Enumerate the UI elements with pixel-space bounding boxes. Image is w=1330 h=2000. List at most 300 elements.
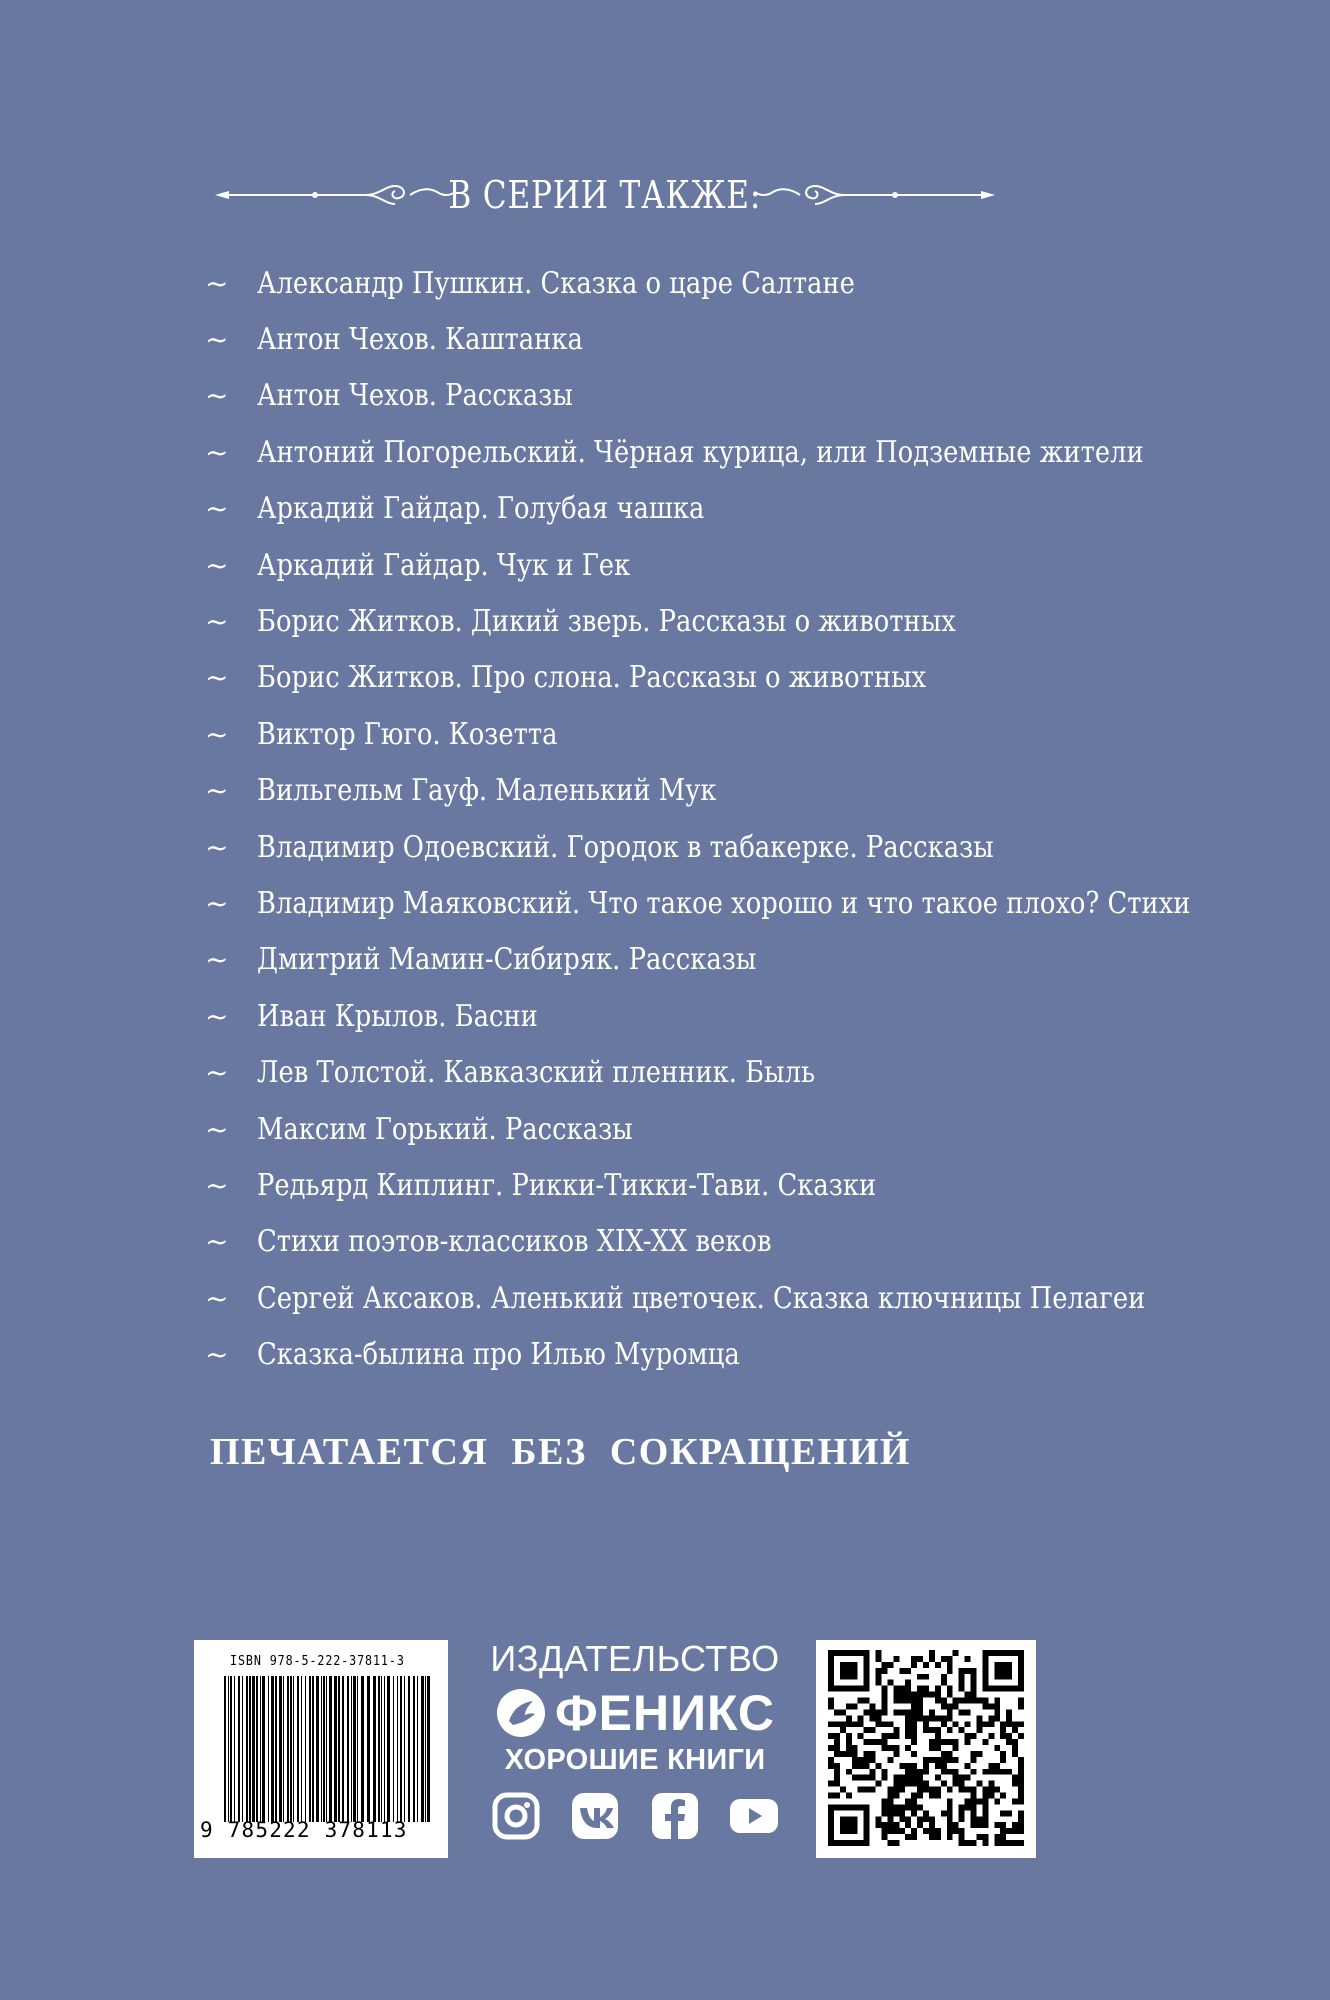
book-title: Сказка-былина про Илью Муромца	[257, 1337, 740, 1373]
qr-code[interactable]	[816, 1640, 1036, 1858]
qr-module	[959, 1686, 965, 1692]
qr-module	[965, 1733, 971, 1739]
facebook-icon[interactable]	[650, 1791, 700, 1841]
qr-module	[893, 1656, 899, 1662]
qr-module	[965, 1656, 971, 1662]
qr-module	[923, 1715, 929, 1721]
qr-module	[876, 1781, 882, 1787]
qr-module	[953, 1698, 959, 1704]
qr-module	[917, 1769, 923, 1775]
qr-module	[1012, 1751, 1018, 1757]
barcode-bar	[397, 1676, 398, 1822]
barcode-bar	[338, 1676, 340, 1822]
book-title: Александр Пушкин. Сказка о царе Салтане	[257, 265, 855, 301]
qr-module	[947, 1787, 953, 1793]
qr-module	[858, 1787, 864, 1793]
qr-module	[846, 1733, 852, 1739]
qr-module	[840, 1787, 846, 1793]
barcode-bar	[384, 1676, 385, 1822]
barcode-bar	[323, 1676, 325, 1822]
list-item	[205, 368, 1205, 424]
qr-module	[947, 1686, 953, 1692]
qr-module	[870, 1709, 876, 1715]
qr-module	[881, 1775, 887, 1781]
qr-module	[941, 1680, 947, 1686]
qr-module	[947, 1757, 953, 1763]
instagram-icon[interactable]	[491, 1791, 541, 1841]
qr-module	[899, 1781, 905, 1787]
qr-module	[1012, 1721, 1018, 1727]
qr-module	[858, 1757, 864, 1763]
qr-module	[905, 1763, 911, 1769]
list-marker: ~	[205, 435, 229, 469]
publisher-name: ФЕНИКС	[554, 1685, 776, 1741]
qr-module	[965, 1763, 971, 1769]
unabridged-notice: ПЕЧАТАЕТСЯ БЕЗ СОКРАЩЕНИЙ	[210, 1431, 911, 1473]
qr-module	[911, 1804, 917, 1810]
qr-module	[947, 1715, 953, 1721]
qr-module	[982, 1698, 988, 1704]
qr-module	[941, 1757, 947, 1763]
qr-module	[929, 1787, 935, 1793]
qr-module	[887, 1810, 893, 1816]
qr-module	[935, 1828, 941, 1834]
qr-module	[881, 1698, 887, 1704]
list-item	[205, 311, 1205, 367]
qr-module	[947, 1751, 953, 1757]
qr-module	[911, 1834, 917, 1840]
book-title: Владимир Одоевский. Городок в табакерке. Рассказы	[257, 829, 994, 865]
qr-module	[982, 1769, 988, 1775]
qr-module	[935, 1745, 941, 1751]
qr-module	[941, 1769, 947, 1775]
qr-module	[923, 1686, 929, 1692]
qr-code-pattern	[828, 1650, 1024, 1846]
qr-module	[887, 1787, 893, 1793]
qr-module	[923, 1662, 929, 1668]
book-title: Владимир Маяковский. Что такое хорошо и что такое плохо? Стихи	[257, 885, 1191, 921]
qr-module	[941, 1810, 947, 1816]
qr-module	[858, 1721, 864, 1727]
qr-module	[982, 1804, 988, 1810]
qr-module	[1000, 1769, 1006, 1775]
qr-module	[1000, 1733, 1006, 1739]
qr-module	[864, 1739, 870, 1745]
youtube-icon[interactable]	[729, 1791, 779, 1841]
qr-module	[911, 1721, 917, 1727]
qr-module	[941, 1739, 947, 1745]
qr-module	[893, 1698, 899, 1704]
qr-module	[965, 1804, 971, 1810]
qr-module	[834, 1763, 840, 1769]
book-title: Антон Чехов. Рассказы	[257, 378, 573, 414]
qr-module	[923, 1810, 929, 1816]
barcode-bar	[271, 1676, 274, 1822]
qr-module	[911, 1781, 917, 1787]
barcode-bar	[242, 1676, 243, 1822]
qr-module	[834, 1793, 840, 1799]
qr-module	[905, 1798, 911, 1804]
qr-module	[959, 1781, 965, 1787]
qr-module	[828, 1763, 834, 1769]
qr-module	[1000, 1751, 1006, 1757]
qr-module	[858, 1733, 864, 1739]
list-marker: ~	[205, 1225, 229, 1259]
qr-module	[1012, 1745, 1018, 1751]
list-item	[205, 932, 1205, 988]
qr-module	[959, 1834, 965, 1840]
qr-module	[887, 1680, 893, 1686]
list-item	[205, 1326, 1205, 1382]
qr-module	[935, 1757, 941, 1763]
publisher-label: ИЗДАТЕЛЬСТВО	[490, 1638, 780, 1679]
qr-module	[840, 1751, 846, 1757]
qr-module	[917, 1656, 923, 1662]
qr-module	[911, 1715, 917, 1721]
barcode-bar	[316, 1676, 319, 1822]
qr-module	[852, 1757, 858, 1763]
qr-module	[1000, 1721, 1006, 1727]
qr-module	[923, 1757, 929, 1763]
qr-module	[858, 1698, 864, 1704]
barcode-bar	[275, 1676, 277, 1822]
barcode-bar	[373, 1676, 376, 1822]
qr-module	[893, 1733, 899, 1739]
qr-module	[923, 1674, 929, 1680]
qr-module	[1018, 1757, 1024, 1763]
qr-module	[1006, 1840, 1012, 1846]
qr-module	[1018, 1828, 1024, 1834]
qr-module	[905, 1822, 911, 1828]
qr-module	[917, 1775, 923, 1781]
qr-module	[1006, 1733, 1012, 1739]
qr-module	[947, 1834, 953, 1840]
qr-module	[864, 1757, 870, 1763]
qr-module	[893, 1840, 899, 1846]
qr-module	[876, 1721, 882, 1727]
qr-module	[965, 1840, 971, 1846]
qr-module	[941, 1763, 947, 1769]
book-title: Стихи поэтов-классиков XIX-XX веков	[257, 1224, 772, 1260]
qr-module	[917, 1793, 923, 1799]
qr-module	[917, 1703, 923, 1709]
book-list	[205, 255, 1205, 1383]
qr-module	[870, 1715, 876, 1721]
qr-module	[1006, 1715, 1012, 1721]
qr-module	[1018, 1698, 1024, 1704]
qr-module	[887, 1662, 893, 1668]
qr-module	[911, 1698, 917, 1704]
qr-module	[953, 1703, 959, 1709]
publisher-block	[470, 1632, 800, 1862]
barcode-bar	[387, 1676, 390, 1822]
list-marker: ~	[205, 266, 229, 300]
qr-module	[1012, 1840, 1018, 1846]
qr-module	[846, 1751, 852, 1757]
qr-module	[947, 1810, 953, 1816]
qr-module	[834, 1709, 840, 1715]
barcode-bar	[427, 1676, 430, 1822]
qr-module	[917, 1692, 923, 1698]
qr-module	[929, 1715, 935, 1721]
qr-module	[881, 1834, 887, 1840]
qr-module	[1018, 1798, 1024, 1804]
qr-module	[994, 1840, 1000, 1846]
qr-module	[834, 1721, 840, 1727]
qr-module	[870, 1703, 876, 1709]
qr-module	[976, 1751, 982, 1757]
qr-module	[982, 1822, 988, 1828]
qr-module	[905, 1816, 911, 1822]
qr-module	[852, 1775, 858, 1781]
qr-module	[881, 1769, 887, 1775]
qr-module	[988, 1787, 994, 1793]
qr-module	[911, 1727, 917, 1733]
qr-module	[840, 1721, 846, 1727]
qr-module	[953, 1822, 959, 1828]
qr-module	[911, 1828, 917, 1834]
qr-module	[881, 1662, 887, 1668]
qr-module	[994, 1698, 1000, 1704]
barcode-bar	[357, 1676, 358, 1822]
list-marker: ~	[205, 605, 229, 639]
barcode-bar	[262, 1676, 265, 1822]
qr-module	[982, 1721, 988, 1727]
qr-module	[876, 1715, 882, 1721]
qr-module	[893, 1787, 899, 1793]
barcode-bar	[234, 1676, 235, 1822]
qr-module	[976, 1822, 982, 1828]
qr-module	[1018, 1793, 1024, 1799]
qr-module	[881, 1822, 887, 1828]
phoenix-logo-icon	[495, 1687, 547, 1739]
book-title: Иван Крылов. Басни	[257, 998, 538, 1034]
qr-module	[929, 1757, 935, 1763]
qr-module	[876, 1763, 882, 1769]
qr-module	[935, 1727, 941, 1733]
qr-module	[828, 1745, 834, 1751]
barcode-bar	[408, 1676, 410, 1822]
barcode-bar	[268, 1676, 269, 1822]
qr-module	[899, 1787, 905, 1793]
qr-module	[870, 1775, 876, 1781]
qr-module	[846, 1739, 852, 1745]
qr-module	[994, 1822, 1000, 1828]
qr-module	[905, 1733, 911, 1739]
qr-module	[947, 1703, 953, 1709]
qr-module	[1012, 1781, 1018, 1787]
qr-module	[953, 1775, 959, 1781]
list-marker: ~	[205, 1056, 229, 1090]
qr-module	[971, 1822, 977, 1828]
qr-module	[881, 1721, 887, 1727]
barcode-bar	[413, 1676, 415, 1822]
qr-module	[911, 1709, 917, 1715]
qr-module	[947, 1668, 953, 1674]
barcode-bar	[305, 1676, 306, 1822]
qr-module	[1006, 1810, 1012, 1816]
qr-module	[929, 1650, 935, 1656]
qr-module	[834, 1739, 840, 1745]
qr-module	[1006, 1769, 1012, 1775]
qr-module	[988, 1793, 994, 1799]
qr-module	[828, 1757, 834, 1763]
book-title: Антоний Погорельский. Чёрная курица, или Подземные жители	[257, 434, 1144, 470]
qr-module	[881, 1709, 887, 1715]
qr-module	[1000, 1793, 1006, 1799]
barcode-bar	[238, 1676, 240, 1822]
list-item	[205, 1214, 1205, 1270]
qr-module	[941, 1751, 947, 1757]
list-item	[205, 875, 1205, 931]
list-marker: ~	[205, 774, 229, 808]
qr-module	[1018, 1810, 1024, 1816]
qr-module	[971, 1816, 977, 1822]
qr-module	[905, 1804, 911, 1810]
qr-module	[881, 1745, 887, 1751]
qr-module	[1000, 1834, 1006, 1840]
qr-module	[988, 1715, 994, 1721]
book-title: Редьярд Киплинг. Рикки-Тикки-Тави. Сказки	[257, 1167, 877, 1203]
qr-module	[852, 1751, 858, 1757]
qr-module	[971, 1757, 977, 1763]
qr-module	[947, 1709, 953, 1715]
qr-module	[976, 1698, 982, 1704]
qr-module	[1000, 1810, 1006, 1816]
qr-module	[893, 1793, 899, 1799]
qr-module	[971, 1698, 977, 1704]
qr-module	[953, 1769, 959, 1775]
qr-module	[929, 1709, 935, 1715]
list-marker: ~	[205, 943, 229, 977]
qr-module	[899, 1698, 905, 1704]
qr-module	[870, 1769, 876, 1775]
qr-module	[959, 1828, 965, 1834]
qr-module	[905, 1745, 911, 1751]
qr-module	[965, 1698, 971, 1704]
qr-module	[881, 1686, 887, 1692]
qr-module	[994, 1709, 1000, 1715]
list-marker: ~	[205, 1338, 229, 1372]
qr-module	[1018, 1733, 1024, 1739]
list-marker: ~	[205, 661, 229, 695]
barcode-bar	[353, 1676, 356, 1822]
barcode-bar	[312, 1676, 314, 1822]
barcode-bar	[347, 1676, 349, 1822]
qr-module	[828, 1698, 834, 1704]
qr-module	[911, 1775, 917, 1781]
qr-module	[846, 1745, 852, 1751]
qr-module	[1018, 1763, 1024, 1769]
qr-module	[876, 1656, 882, 1662]
qr-module	[982, 1793, 988, 1799]
qr-module	[959, 1775, 965, 1781]
qr-module	[893, 1751, 899, 1757]
qr-module	[893, 1828, 899, 1834]
qr-module	[994, 1769, 1000, 1775]
list-marker: ~	[205, 999, 229, 1033]
qr-module	[994, 1763, 1000, 1769]
qr-module	[899, 1763, 905, 1769]
qr-module	[947, 1822, 953, 1828]
qr-module	[1018, 1822, 1024, 1828]
vk-icon[interactable]	[570, 1791, 620, 1841]
qr-module	[905, 1715, 911, 1721]
qr-module	[1006, 1739, 1012, 1745]
book-title: Виктор Гюго. Козетта	[257, 716, 558, 752]
qr-module	[959, 1816, 965, 1822]
qr-module	[911, 1793, 917, 1799]
qr-module	[834, 1769, 840, 1775]
qr-module	[905, 1698, 911, 1704]
qr-module	[923, 1769, 929, 1775]
qr-module	[887, 1757, 893, 1763]
qr-module	[1006, 1721, 1012, 1727]
qr-module	[971, 1692, 977, 1698]
qr-module	[988, 1769, 994, 1775]
qr-finder	[840, 1662, 858, 1680]
barcode-bar	[283, 1676, 284, 1822]
qr-module	[905, 1781, 911, 1787]
qr-module	[988, 1703, 994, 1709]
barcode-bar	[400, 1676, 402, 1822]
qr-module	[994, 1715, 1000, 1721]
qr-module	[911, 1763, 917, 1769]
barcode-bar	[381, 1676, 382, 1822]
qr-module	[905, 1721, 911, 1727]
qr-module	[947, 1828, 953, 1834]
book-title: Аркадий Гайдар. Чук и Гек	[257, 547, 631, 583]
qr-module	[1018, 1769, 1024, 1775]
qr-module	[959, 1804, 965, 1810]
qr-module	[887, 1804, 893, 1810]
qr-module	[971, 1810, 977, 1816]
qr-module	[893, 1686, 899, 1692]
qr-module	[858, 1775, 864, 1781]
qr-module	[887, 1721, 893, 1727]
qr-module	[905, 1709, 911, 1715]
qr-module	[864, 1775, 870, 1781]
qr-module	[929, 1692, 935, 1698]
qr-module	[905, 1769, 911, 1775]
qr-module	[994, 1745, 1000, 1751]
qr-module	[959, 1840, 965, 1846]
barcode-bar	[256, 1676, 258, 1822]
qr-module	[881, 1810, 887, 1816]
qr-module	[959, 1680, 965, 1686]
qr-module	[828, 1781, 834, 1787]
qr-module	[941, 1698, 947, 1704]
qr-module	[965, 1798, 971, 1804]
list-item	[205, 1044, 1205, 1100]
qr-module	[852, 1745, 858, 1751]
qr-module	[982, 1834, 988, 1840]
qr-module	[876, 1674, 882, 1680]
barcode-bars	[222, 1676, 432, 1822]
qr-module	[870, 1757, 876, 1763]
qr-module	[976, 1727, 982, 1733]
book-title: Сергей Аксаков. Аленький цветочек. Сказка ключницы Пелагеи	[257, 1280, 1146, 1316]
qr-module	[959, 1709, 965, 1715]
qr-module	[1012, 1739, 1018, 1745]
qr-module	[947, 1727, 953, 1733]
barcode-bar	[421, 1676, 424, 1822]
qr-module	[1000, 1757, 1006, 1763]
barcode-bar	[249, 1676, 251, 1822]
qr-module	[935, 1698, 941, 1704]
qr-module	[935, 1692, 941, 1698]
qr-module	[876, 1668, 882, 1674]
